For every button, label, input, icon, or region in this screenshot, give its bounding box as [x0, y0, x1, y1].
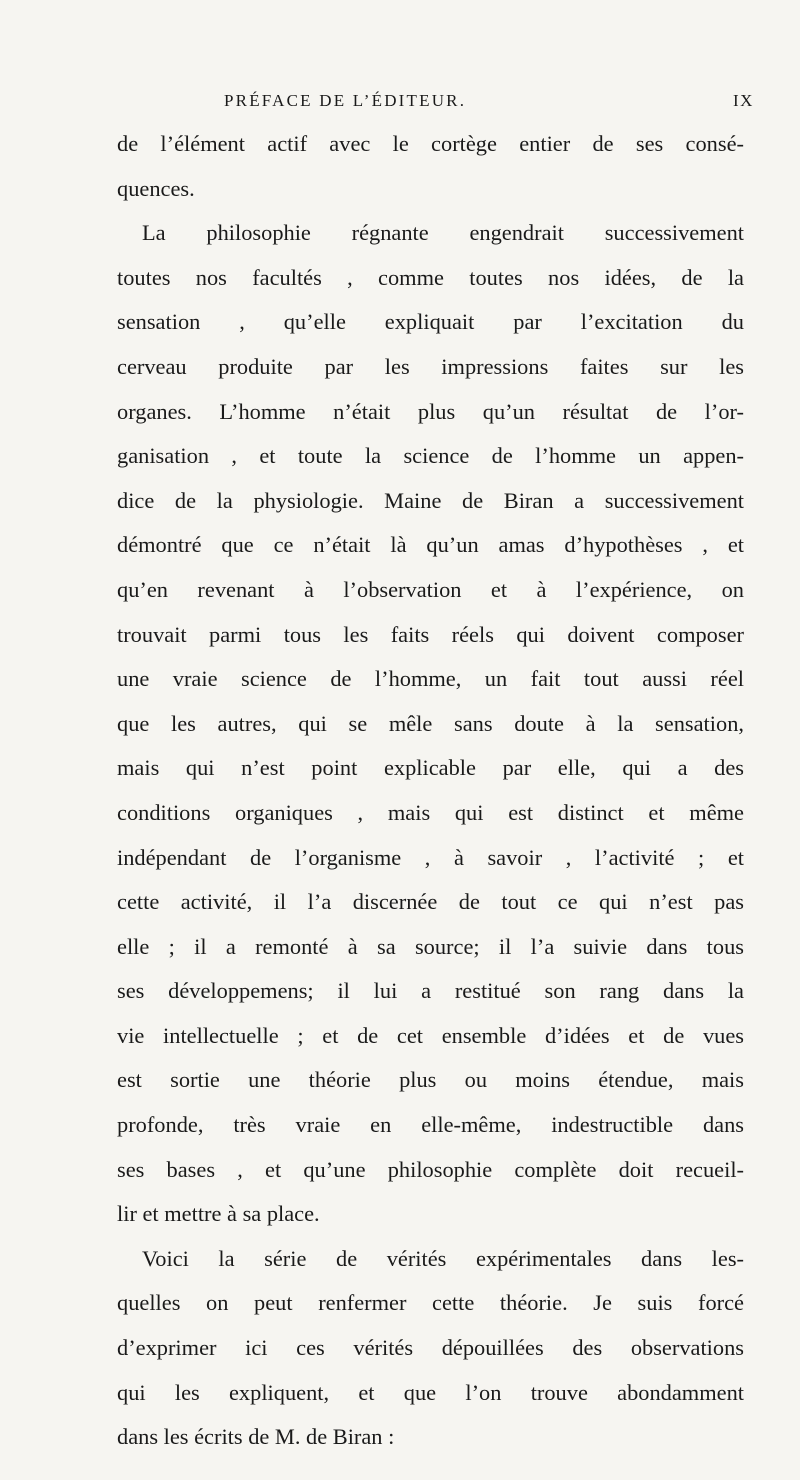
- text-line: de l’élément actif avec le cortège entier de ses consé-: [117, 131, 744, 156]
- text-line: est sortie une théorie plus ou moins étendue, mais: [117, 1067, 744, 1093]
- text-line: elle ; il a remonté à sa source; il l’a suivie dans tous: [117, 933, 744, 959]
- text-line: Voici la série de vérités expérimentales dans les-: [142, 1245, 744, 1271]
- text-line: La philosophie régnante engendrait successivement: [142, 220, 744, 246]
- text-line: indépendant de l’organisme , à savoir , l’activité ; et: [117, 844, 744, 870]
- text-line: mais qui n’est point explicable par elle, qui a des: [117, 755, 744, 781]
- text-line: une vraie science de l’homme, un fait tout aussi réel: [117, 666, 744, 692]
- text-line: qu’en revenant à l’observation et à l’expérience, on: [117, 576, 744, 602]
- running-title: PRÉFACE DE L’ÉDITEUR.: [224, 91, 467, 110]
- text-line: démontré que ce n’était là qu’un amas d’hypothèses , et: [117, 532, 744, 558]
- text-line: d’exprimer ici ces vérités dépouillées des observations: [117, 1335, 744, 1361]
- page-number: IX: [733, 91, 754, 110]
- text-line: vie intellectuelle ; et de cet ensemble d’idées et de vues: [117, 1022, 744, 1048]
- text-line: profonde, très vraie en elle-même, indestructible dans: [117, 1112, 744, 1138]
- text-line: que les autres, qui se mêle sans doute à la sensation,: [117, 710, 744, 736]
- text-line: conditions organiques , mais qui est distinct et même: [117, 799, 744, 825]
- text-line: dice de la physiologie. Maine de Biran a successivement: [117, 487, 744, 513]
- text-line: organes. L’homme n’était plus qu’un résultat de l’or-: [117, 398, 744, 424]
- text-line: ses développemens; il lui a restitué son rang dans la: [117, 978, 744, 1004]
- text-line: toutes nos facultés , comme toutes nos idées, de la: [117, 264, 744, 290]
- body-text: [117, 122, 744, 1460]
- text-line: quences.: [117, 175, 195, 201]
- text-line: lir et mettre à sa place.: [117, 1201, 320, 1227]
- running-head: [0, 86, 800, 116]
- text-line: quelles on peut renfermer cette théorie. Je suis forcé: [117, 1290, 744, 1316]
- text-line: cette activité, il l’a discernée de tout ce qui n’est pas: [117, 889, 744, 915]
- text-line: qui les expliquent, et que l’on trouve abondamment: [117, 1379, 744, 1405]
- text-line: cerveau produite par les impressions faites sur les: [117, 353, 744, 379]
- text-line: ganisation , et toute la science de l’homme un appen-: [117, 443, 744, 469]
- text-line: sensation , qu’elle expliquait par l’excitation du: [117, 309, 744, 335]
- text-line: dans les écrits de M. de Biran :: [117, 1424, 395, 1450]
- text-line: ses bases , et qu’une philosophie complète doit recueil-: [117, 1156, 744, 1182]
- text-line: trouvait parmi tous les faits réels qui doivent composer: [117, 621, 744, 647]
